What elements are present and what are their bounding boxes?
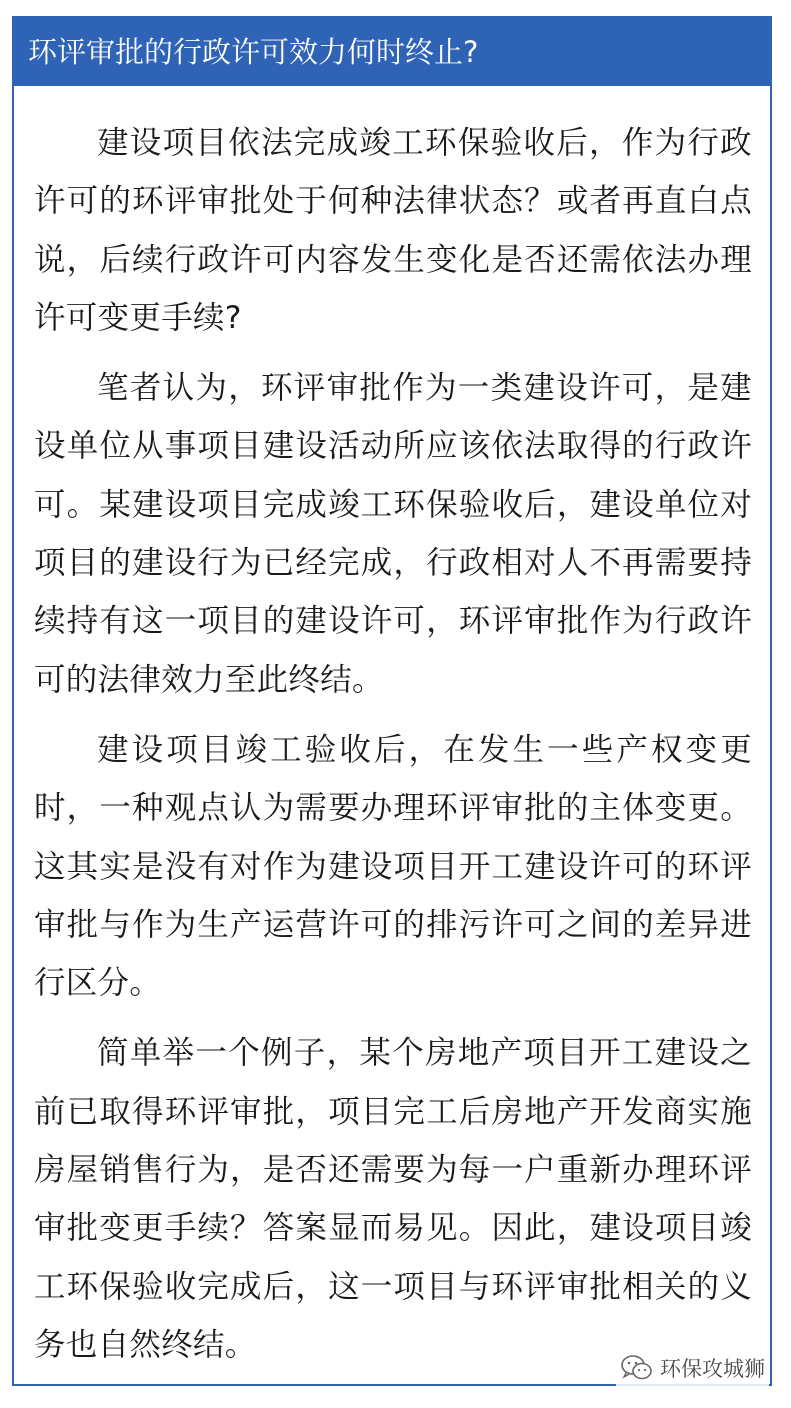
paragraph-1: 建设项目依法完成竣工环保验收后，作为行政许可的环评审批处于何种法律状态？或者再直白点说，后续行政许可内容发生变化是否还需依法办理许可变更手续? <box>34 125 752 336</box>
article-title: 环评审批的行政许可效力何时终止? <box>14 18 770 86</box>
watermark <box>616 1350 769 1386</box>
paragraph-4: 简单举一个例子，某个房地产项目开工建设之前已取得环评审批，项目完工后房地产开发商实施房屋销售行为，是否还需要为每一户重新办理环评审批变更手续？答案显而易见。因此，建设项目竣工环保验收完成后，这一项目与环评审批相关的义务也自然终结。 <box>34 1035 752 1363</box>
paragraph-3: 建设项目竣工验收后，在发生一些产权变更时，一种观点认为需要办理环评审批的主体变更。这其实是没有对作为建设项目开工建设许可的环评审批与作为生产运营许可的排污许可之间的差异进行区分。 <box>34 731 752 1002</box>
watermark-text: 环保攻城狮 <box>660 1357 765 1381</box>
article-body <box>14 114 770 1374</box>
paragraph-2: 笔者认为，环评审批作为一类建设许可，是建设单位从事项目建设活动所应该依法取得的行政许可。某建设项目完成竣工环保验收后，建设单位对项目的建设行为已经完成，行政相对人不再需要持续持有这一项目的建设许可，环评审批作为行政许可的法律效力至此终结。 <box>34 370 752 698</box>
wechat-icon <box>620 1354 654 1382</box>
article-card <box>12 16 772 1386</box>
